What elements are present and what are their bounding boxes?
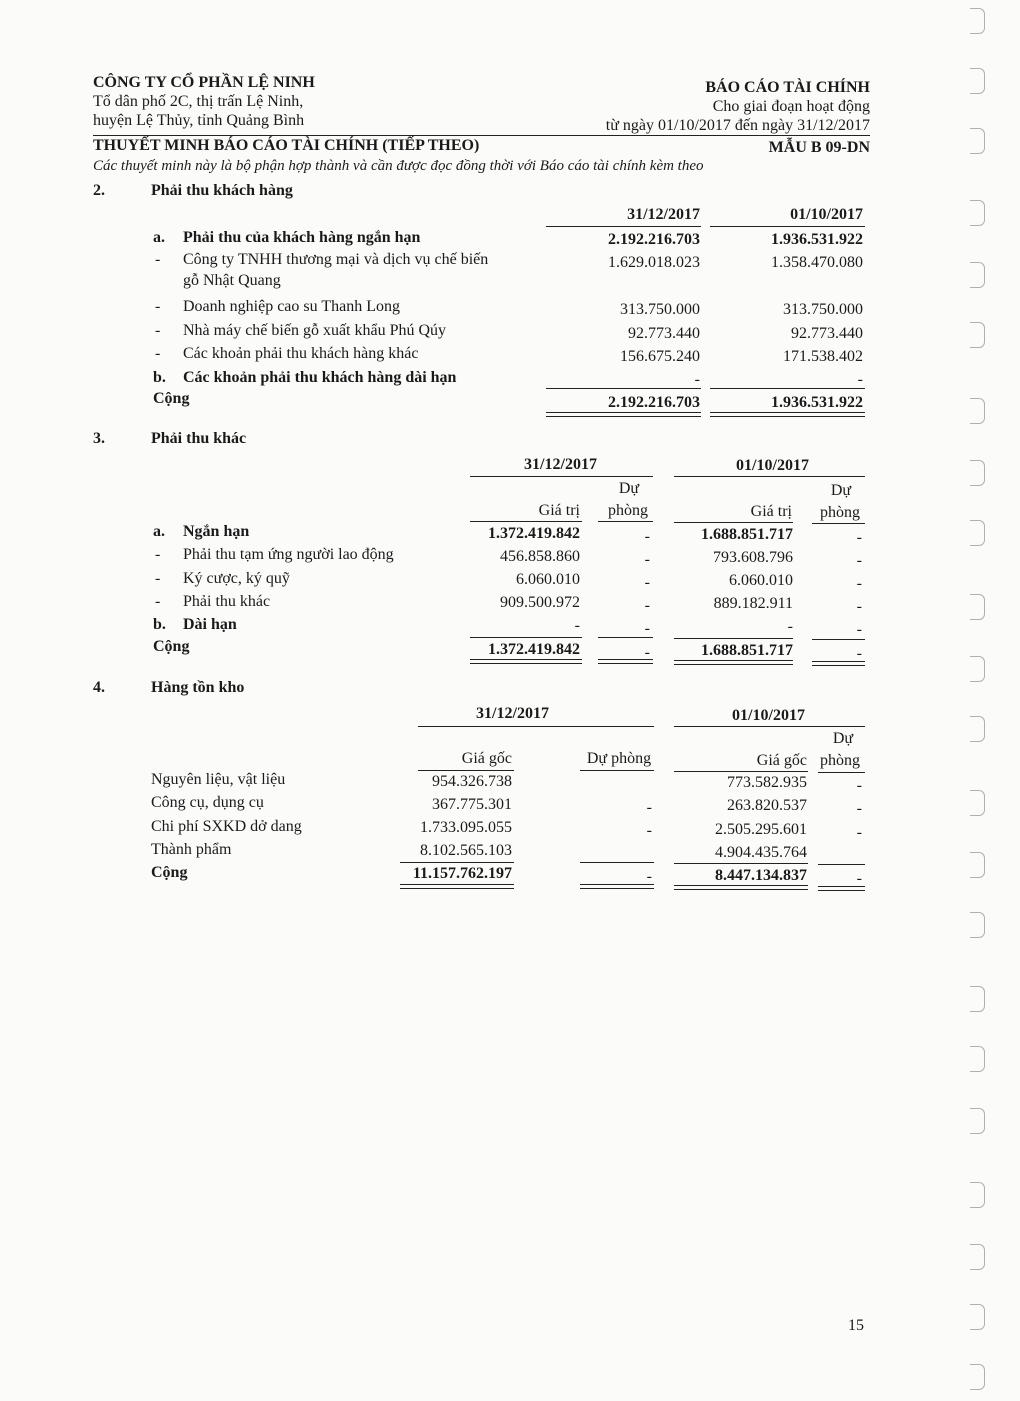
row-label: Doanh nghiệp cao su Thanh Long xyxy=(183,298,400,315)
row-value-1: - xyxy=(694,371,700,388)
row-value-1: 313.750.000 xyxy=(620,301,700,318)
total-label: Cộng xyxy=(151,864,188,881)
report-period-line1: Cho giai đoạn hoạt động xyxy=(712,98,870,115)
row-provision-1: - xyxy=(644,551,650,568)
s4-double-rule-4 xyxy=(818,886,865,891)
row-value-1: - xyxy=(574,617,580,634)
row-value-2: 313.750.000 xyxy=(783,301,863,318)
row-prefix: b. xyxy=(153,616,166,633)
row-value-2: 92.773.440 xyxy=(791,325,863,342)
s4-double-rule-1 xyxy=(400,884,514,889)
section-2-number: 2. xyxy=(93,182,105,199)
row-value-2: 889.182.911 xyxy=(713,595,793,612)
total-label: Cộng xyxy=(153,390,190,407)
s2-col-rule-2 xyxy=(710,226,865,227)
row-prefix: - xyxy=(155,546,161,563)
s3-value-header-2: Giá trị xyxy=(750,503,792,520)
s3-total-rule-3 xyxy=(674,638,793,639)
s4-col-header-2: 01/10/2017 xyxy=(732,707,805,724)
s4-cost-header-1: Giá gốc xyxy=(461,750,512,767)
row-prefix: - xyxy=(155,251,161,268)
row-label: Công cụ, dụng cụ xyxy=(151,794,264,811)
row-provision-2: - xyxy=(856,800,862,817)
s3-double-rule-4 xyxy=(812,661,865,666)
s2-col-rule-1 xyxy=(546,226,701,227)
s4-col-header-1: 31/12/2017 xyxy=(476,705,549,722)
total-provision-1: - xyxy=(644,644,650,661)
row-label: Dài hạn xyxy=(183,616,237,633)
binder-holes xyxy=(958,0,998,1401)
section-2-title: Phải thu khách hàng xyxy=(151,182,293,199)
row-provision-1: - xyxy=(646,822,652,839)
s4-prov-header-2a: Dự xyxy=(832,730,854,747)
row-provision-1: - xyxy=(644,620,650,637)
section-4-title: Hàng tồn kho xyxy=(151,679,245,696)
s2-total-rule-2 xyxy=(710,388,865,389)
row-value-2: 263.820.537 xyxy=(727,797,807,814)
report-period-line2: từ ngày 01/10/2017 đến ngày 31/12/2017 xyxy=(605,117,870,134)
s3-col-rule-1 xyxy=(470,476,653,477)
s3-sub-rule-3 xyxy=(674,522,793,523)
row-value-1: 1.372.419.842 xyxy=(488,525,580,542)
row-provision-2: - xyxy=(856,824,862,841)
row-value-1: 367.775.301 xyxy=(432,796,512,813)
row-label: Chi phí SXKD dở dang xyxy=(151,818,302,835)
row-label: Công ty TNHH thương mại và dịch vụ chế biến xyxy=(183,251,489,268)
s3-total-rule-2 xyxy=(598,637,653,638)
row-value-2: 2.505.295.601 xyxy=(715,821,807,838)
s4-sub-rule-2 xyxy=(580,770,654,771)
row-provision-2: - xyxy=(856,621,862,638)
s4-sub-rule-4 xyxy=(818,772,865,773)
row-value-2: - xyxy=(857,371,863,388)
row-value-1: 156.675.240 xyxy=(620,348,700,365)
row-value-1: 456.858.860 xyxy=(500,548,580,565)
form-code: MẪU B 09-DN xyxy=(768,139,870,156)
row-value-1: 8.102.565.103 xyxy=(420,842,512,859)
s2-double-rule-2 xyxy=(710,412,865,417)
row-value-2: 4.904.435.764 xyxy=(715,844,807,861)
s4-col-rule-1 xyxy=(418,726,654,727)
row-label: Nguyên liệu, vật liệu xyxy=(151,771,286,788)
total-provision-2: - xyxy=(856,645,862,662)
s2-col-header-1: 31/12/2017 xyxy=(627,206,700,223)
s3-prov-header-1a: Dự xyxy=(618,480,640,497)
row-label: Phải thu của khách hàng ngắn hạn xyxy=(183,229,421,246)
row-value-2: 1.358.470.080 xyxy=(771,254,863,271)
section-3-number: 3. xyxy=(93,430,105,447)
row-value-1: 2.192.216.703 xyxy=(608,231,700,248)
section-3-title: Phải thu khác xyxy=(151,430,247,447)
s4-col-rule-2 xyxy=(674,726,865,727)
s3-prov-header-2b: phòng xyxy=(820,504,860,521)
row-label: Ngắn hạn xyxy=(183,523,250,540)
s4-prov-header-1: Dự phòng xyxy=(586,750,652,767)
s3-sub-rule-1 xyxy=(470,521,582,522)
row-value-2: 6.060.010 xyxy=(729,572,793,589)
page-number: 15 xyxy=(848,1317,864,1334)
s4-cost-header-2: Giá gốc xyxy=(756,752,807,769)
row-provision-2: - xyxy=(856,552,862,569)
total-label: Cộng xyxy=(153,638,190,655)
s2-double-rule-1 xyxy=(546,412,701,417)
row-label: Ký cược, ký quỹ xyxy=(183,570,290,587)
s3-double-rule-3 xyxy=(674,660,793,665)
total-provision-2: - xyxy=(856,870,862,887)
row-prefix: a. xyxy=(153,229,165,246)
row-value-1: 1.629.018.023 xyxy=(608,254,700,271)
row-label: Phải thu khác xyxy=(183,593,271,610)
row-value-1: 6.060.010 xyxy=(516,571,580,588)
row-prefix: - xyxy=(155,593,161,610)
company-address-line2: huyện Lệ Thủy, tỉnh Quảng Bình xyxy=(93,112,305,129)
s3-col-rule-2 xyxy=(674,476,865,477)
s4-double-rule-3 xyxy=(674,885,808,890)
total-value-2: 1.936.531.922 xyxy=(771,394,863,411)
row-value-1: 1.733.095.055 xyxy=(420,819,512,836)
row-prefix: - xyxy=(155,322,161,339)
total-value-1: 1.372.419.842 xyxy=(488,641,580,658)
s2-total-rule-1 xyxy=(546,388,701,389)
row-label: Thành phẩm xyxy=(151,841,232,858)
row-value-2: 773.582.935 xyxy=(727,774,807,791)
s4-total-rule-1 xyxy=(400,862,514,863)
row-provision-1: - xyxy=(644,574,650,591)
s3-sub-rule-2 xyxy=(598,521,653,522)
s4-total-rule-4 xyxy=(818,864,865,865)
row-prefix: b. xyxy=(153,369,166,386)
notes-title: THUYẾT MINH BÁO CÁO TÀI CHÍNH (TIẾP THEO) xyxy=(93,137,480,154)
row-label-continued: gỗ Nhật Quang xyxy=(183,272,281,289)
row-value-1: 909.500.972 xyxy=(500,594,580,611)
row-label: Nhà máy chế biến gỗ xuất khẩu Phú Qúy xyxy=(183,322,447,339)
s3-double-rule-2 xyxy=(598,659,653,664)
total-value-1: 2.192.216.703 xyxy=(608,394,700,411)
report-title: BÁO CÁO TÀI CHÍNH xyxy=(705,79,870,96)
row-prefix: a. xyxy=(153,523,165,540)
total-value-2: 1.688.851.717 xyxy=(701,642,793,659)
company-address-line1: Tổ dân phố 2C, thị trấn Lệ Ninh, xyxy=(93,93,304,110)
total-provision-1: - xyxy=(646,868,652,885)
row-value-2: 1.688.851.717 xyxy=(701,526,793,543)
company-name: CÔNG TY CỔ PHẦN LỆ NINH xyxy=(93,74,315,91)
s3-col-header-1: 31/12/2017 xyxy=(524,456,597,473)
s3-total-rule-4 xyxy=(812,639,865,640)
s2-col-header-2: 01/10/2017 xyxy=(790,206,863,223)
s3-value-header-1: Giá trị xyxy=(538,502,580,519)
row-value-2: 793.608.796 xyxy=(713,549,793,566)
row-provision-2: - xyxy=(856,575,862,592)
s3-prov-header-2a: Dự xyxy=(830,482,852,499)
s3-total-rule-1 xyxy=(470,637,582,638)
row-provision-1: - xyxy=(646,799,652,816)
row-prefix: - xyxy=(155,345,161,362)
s4-double-rule-2 xyxy=(580,884,654,889)
s4-prov-header-2b: phòng xyxy=(820,752,860,769)
s3-sub-rule-4 xyxy=(812,523,865,524)
s3-prov-header-1b: phòng xyxy=(608,502,648,519)
s4-total-rule-2 xyxy=(580,862,654,863)
row-provision-2: - xyxy=(856,529,862,546)
row-label: Các khoản phải thu khách hàng dài hạn xyxy=(183,369,457,386)
notes-subtitle: Các thuyết minh này là bộ phận hợp thành và cần được đọc đồng thời với Báo cáo tài chính kèm theo xyxy=(93,158,704,174)
s4-sub-rule-3 xyxy=(674,771,808,772)
s4-sub-rule-1 xyxy=(418,770,514,771)
section-4-number: 4. xyxy=(93,679,105,696)
row-prefix: - xyxy=(155,298,161,315)
row-label: Phải thu tạm ứng người lao động xyxy=(183,546,394,563)
row-label: Các khoản phải thu khách hàng khác xyxy=(183,345,419,362)
row-provision-2: - xyxy=(856,777,862,794)
row-value-2: - xyxy=(787,618,793,635)
row-value-1: 92.773.440 xyxy=(628,325,700,342)
row-provision-1: - xyxy=(644,597,650,614)
row-value-2: 1.936.531.922 xyxy=(771,231,863,248)
row-prefix: - xyxy=(155,570,161,587)
row-provision-2: - xyxy=(856,598,862,615)
s4-total-rule-3 xyxy=(674,863,808,864)
row-provision-1: - xyxy=(644,528,650,545)
total-value-2: 8.447.134.837 xyxy=(715,867,807,884)
s3-double-rule-1 xyxy=(470,659,582,664)
total-value-1: 11.157.762.197 xyxy=(412,865,512,882)
row-value-2: 171.538.402 xyxy=(783,348,863,365)
row-value-1: 954.326.738 xyxy=(432,773,512,790)
s3-col-header-2: 01/10/2017 xyxy=(736,457,809,474)
